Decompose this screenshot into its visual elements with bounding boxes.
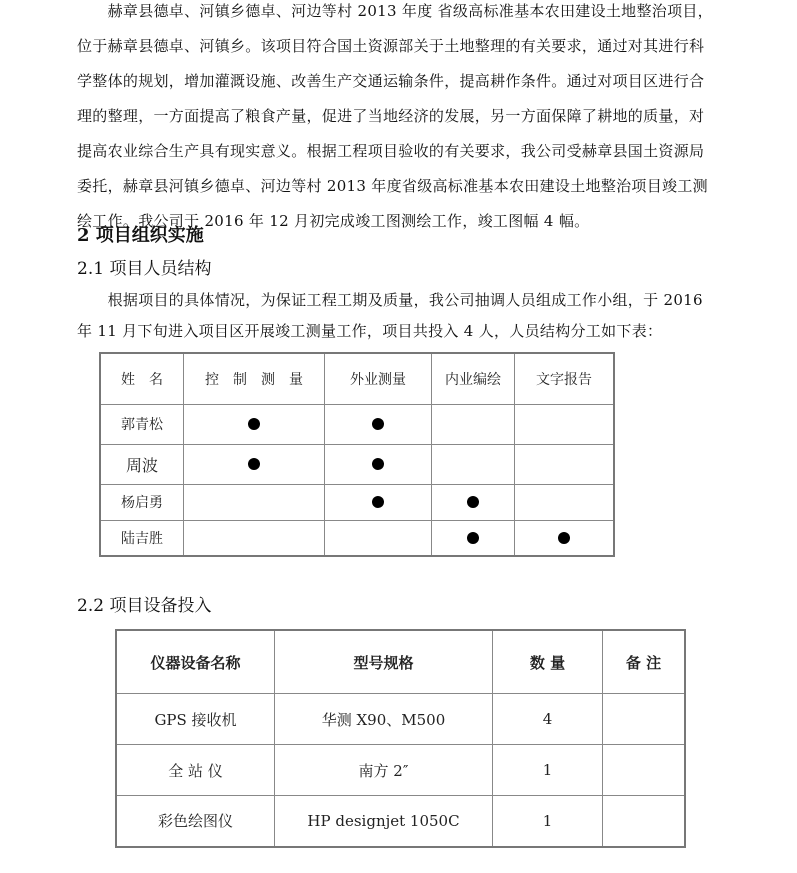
header-field-survey: 外业测量 [325, 353, 432, 404]
intro-line: 学整体的规划，增加灌溉设施、改善生产交通运输条件，提高耕作条件。通过对项目区进行合 [77, 72, 705, 90]
header-office-compilation: 内业编绘 [432, 353, 515, 404]
filled-circle-icon [372, 496, 384, 508]
intro-paragraph [77, 0, 727, 234]
mark-cell [432, 444, 515, 484]
header-model-spec: 型号规格 [275, 630, 493, 694]
equipment-remarks [603, 796, 686, 847]
filled-circle-icon [248, 418, 260, 430]
equipment-remarks [603, 694, 686, 745]
mark-cell [515, 444, 615, 484]
table-row [100, 520, 614, 556]
staffing-line: 年 11 月下旬进入项目区开展竣工测量工作，项目共投入 4 人，人员结构分工如下表： [77, 322, 663, 340]
header-name: 姓 名 [100, 353, 184, 404]
mark-cell [184, 484, 325, 520]
equipment-table-header-row [116, 630, 685, 694]
section-2-2-heading: 2.2 项目设备投入 [77, 596, 212, 616]
equipment-name: GPS 接收机 [116, 694, 275, 745]
filled-circle-icon [248, 458, 260, 470]
header-control-survey: 控 制 测 量 [184, 353, 325, 404]
staffing-paragraph [77, 287, 727, 344]
equipment-remarks [603, 745, 686, 796]
intro-line: 理的整理，一方面提高了粮食产量，促进了当地经济的发展，另一方面保障了耕地的质量，对 [77, 107, 705, 125]
mark-cell [325, 520, 432, 556]
table-row [100, 484, 614, 520]
staff-table [99, 352, 615, 557]
intro-line: 赫章县德卓、河镇乡德卓、河边等村 2013 年度 省级高标准基本农田建设土地整治项目， [77, 2, 713, 20]
equipment-quantity: 1 [493, 745, 603, 796]
filled-circle-icon [558, 532, 570, 544]
equipment-quantity: 1 [493, 796, 603, 847]
mark-cell [432, 484, 515, 520]
table-row [100, 404, 614, 444]
intro-line: 绘工作。我公司于 2016 年 12 月初完成竣工图测绘工作，竣工图幅 4 幅。 [77, 212, 590, 230]
equipment-name: 全 站 仪 [116, 745, 275, 796]
staff-name: 陆吉胜 [100, 520, 184, 556]
table-row [116, 694, 685, 745]
staff-name: 郭青松 [100, 404, 184, 444]
header-quantity: 数 量 [493, 630, 603, 694]
filled-circle-icon [467, 496, 479, 508]
equipment-model: 华测 X90、M500 [275, 694, 493, 745]
mark-cell [432, 404, 515, 444]
mark-cell [515, 520, 615, 556]
section-2-1-heading: 2.1 项目人员结构 [77, 259, 212, 279]
equipment-model: HP designjet 1050C [275, 796, 493, 847]
staff-table-header-row [100, 353, 614, 404]
mark-cell [325, 484, 432, 520]
header-remarks: 备 注 [603, 630, 686, 694]
table-row [116, 745, 685, 796]
equipment-table [115, 629, 686, 848]
mark-cell [325, 444, 432, 484]
staff-name: 周波 [100, 444, 184, 484]
equipment-name: 彩色绘图仪 [116, 796, 275, 847]
mark-cell [325, 404, 432, 444]
mark-cell [515, 484, 615, 520]
filled-circle-icon [372, 418, 384, 430]
filled-circle-icon [467, 532, 479, 544]
intro-line: 提高农业综合生产具有现实意义。根据工程项目验收的有关要求，我公司受赫章县国土资源局 [77, 142, 705, 160]
section-2-heading: 2 项目组织实施 [77, 225, 204, 246]
mark-cell [432, 520, 515, 556]
filled-circle-icon [372, 458, 384, 470]
intro-line: 位于赫章县德卓、河镇乡。该项目符合国土资源部关于土地整理的有关要求，通过对其进行科 [77, 37, 705, 55]
staffing-line: 根据项目的具体情况，为保证工程工期及质量，我公司抽调人员组成工作小组，于 2016 [77, 291, 703, 309]
mark-cell [184, 444, 325, 484]
mark-cell [184, 404, 325, 444]
intro-line: 委托，赫章县河镇乡德卓、河边等村 2013 年度省级高标准基本农田建设土地整治项目竣工测 [77, 177, 708, 195]
mark-cell [515, 404, 615, 444]
equipment-model: 南方 2″ [275, 745, 493, 796]
header-text-report: 文字报告 [515, 353, 615, 404]
staff-name: 杨启勇 [100, 484, 184, 520]
header-equipment-name: 仪器设备名称 [116, 630, 275, 694]
mark-cell [184, 520, 325, 556]
table-row [100, 444, 614, 484]
equipment-quantity: 4 [493, 694, 603, 745]
table-row [116, 796, 685, 847]
